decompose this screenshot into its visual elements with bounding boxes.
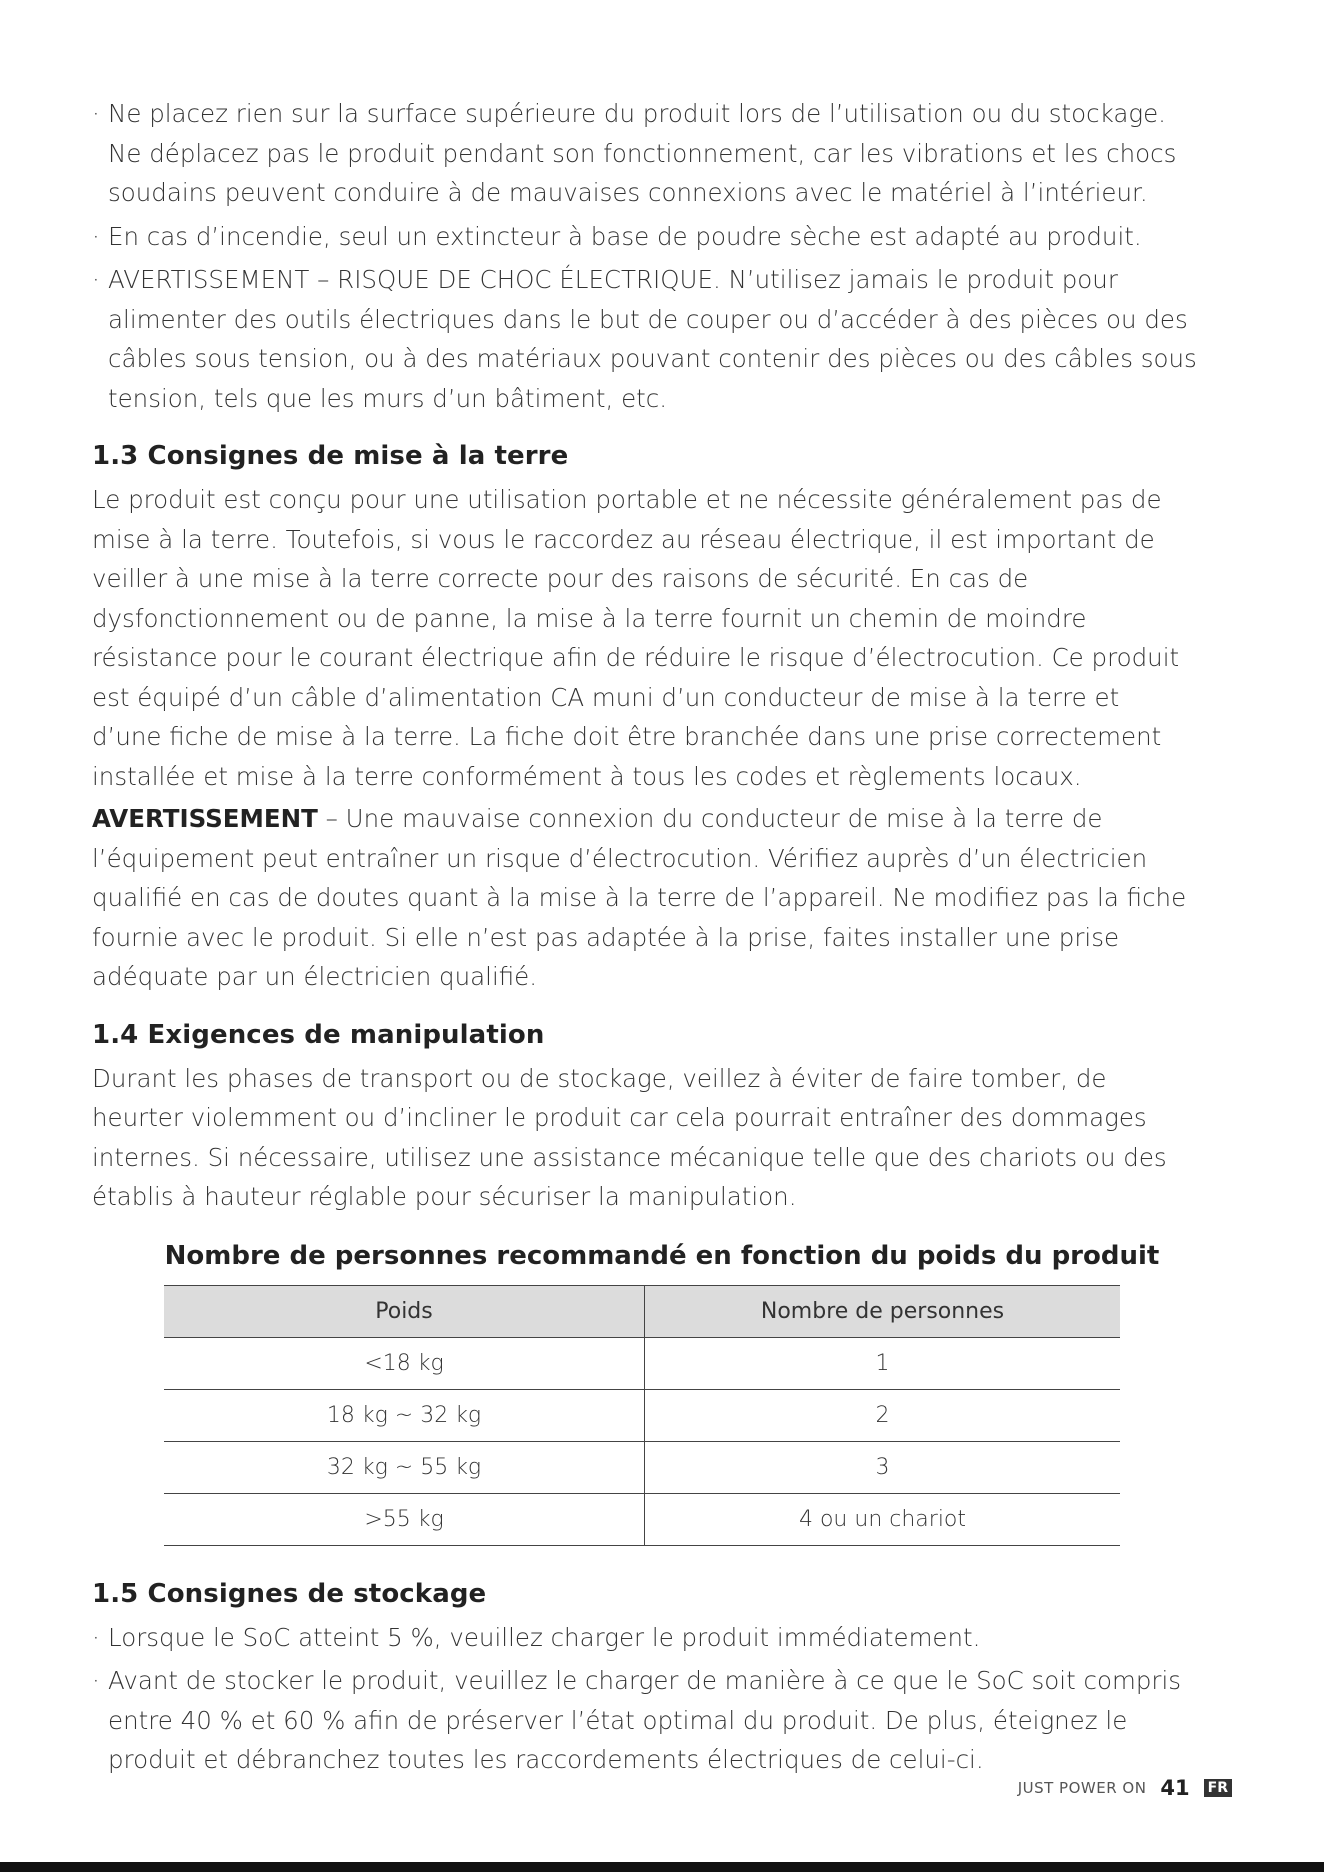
cell-persons: 1 bbox=[645, 1337, 1121, 1389]
paragraph-handling bbox=[92, 1059, 1232, 1217]
header-weight: Poids bbox=[164, 1285, 645, 1337]
cell-weight: <18 kg bbox=[164, 1337, 645, 1389]
safety-line: En cas d’incendie, seul un extincteur à base de poudre sèche est adapté au produit. bbox=[108, 221, 1142, 251]
warning-line: qualifié en cas de doutes quant à la mise à la terre de l’appareil. Ne modifiez pas la fiche bbox=[92, 883, 1187, 912]
bottom-border bbox=[0, 1862, 1324, 1872]
heading-1-3: 1.3 Consignes de mise à la terre bbox=[92, 441, 569, 471]
heading-1-4: 1.4 Exigences de manipulation bbox=[92, 1019, 545, 1050]
handling-line: Durant les phases de transport ou de stockage, veillez à éviter de faire tomber, de bbox=[92, 1063, 1107, 1093]
cell-persons: 4 ou un chariot bbox=[645, 1493, 1121, 1545]
handling-line: établis à hauteur réglable pour sécuriser la manipulation. bbox=[92, 1182, 797, 1211]
bullet-dot-icon: · bbox=[92, 221, 100, 251]
warning-line: l’équipement peut entraîner un risque d’électrocution. Vérifiez auprès d’un électricien bbox=[92, 843, 1148, 873]
cell-persons: 2 bbox=[645, 1389, 1121, 1441]
table-row bbox=[164, 1337, 1120, 1389]
grounding-line: installée et mise à la terre conformément à tous les codes et règlements locaux. bbox=[92, 761, 1082, 791]
table-title: Nombre de personnes recommandé en fonction du poids du produit bbox=[164, 1240, 1160, 1271]
safety-line: soudains peuvent conduire à de mauvaises connexions avec le matériel à l’intérieur. bbox=[108, 178, 1148, 207]
warning-line: adéquate par un électricien qualifié. bbox=[92, 962, 538, 991]
grounding-line: d’une fiche de mise à la terre. La fiche doit être branchée dans une prise correctement bbox=[92, 722, 1162, 751]
cell-weight: 18 kg ~ 32 kg bbox=[164, 1389, 645, 1441]
bullet-dot-icon: · bbox=[92, 1622, 100, 1652]
cell-weight: >55 kg bbox=[164, 1493, 645, 1545]
table-row bbox=[164, 1441, 1120, 1493]
handling-line: internes. Si nécessaire, utilisez une assistance mécanique telle que des chariots ou des bbox=[92, 1142, 1167, 1172]
safety-bullet bbox=[92, 217, 1232, 257]
bullet-dot-icon: · bbox=[92, 99, 100, 128]
paragraph-grounding bbox=[92, 480, 1232, 796]
table-row bbox=[164, 1493, 1120, 1545]
grounding-line: Le produit est conçu pour une utilisation portable et ne nécessite généralement pas de bbox=[92, 485, 1162, 514]
table-header-row bbox=[164, 1285, 1120, 1337]
weight-persons-table bbox=[164, 1285, 1120, 1546]
warning-label: AVERTISSEMENT bbox=[92, 804, 318, 833]
warning-line: – Une mauvaise connexion du conducteur de mise à la terre de bbox=[317, 804, 1103, 833]
grounding-line: veiller à une mise à la terre correcte pour des raisons de sécurité. En cas de bbox=[92, 564, 1029, 593]
storage-line: Lorsque le SoC atteint 5 %, veuillez charger le produit immédiatement. bbox=[108, 1622, 981, 1652]
handling-line: heurter violemment ou d’incliner le produit car cela pourrait entraîner des dommages bbox=[92, 1103, 1147, 1132]
storage-bullet bbox=[92, 1661, 1232, 1780]
grounding-line: résistance pour le courant électrique afin de réduire le risque d’électrocution. Ce produit bbox=[92, 643, 1180, 672]
safety-line: alimenter des outils électriques dans le but de couper ou d’accéder à des pièces ou des bbox=[108, 304, 1188, 334]
table-body bbox=[164, 1337, 1120, 1545]
document-page bbox=[92, 94, 1232, 1784]
bullet-list-top bbox=[92, 94, 1232, 418]
heading-1-5: 1.5 Consignes de stockage bbox=[92, 1578, 487, 1609]
grounding-line: dysfonctionnement ou de panne, la mise à la terre fournit un chemin de moindre bbox=[92, 603, 1087, 633]
paragraph-warning bbox=[92, 799, 1232, 997]
storage-line: Avant de stocker le produit, veuillez le charger de manière à ce que le SoC soit compris bbox=[108, 1666, 1182, 1695]
bullet-dot-icon: · bbox=[92, 1666, 100, 1695]
table-row bbox=[164, 1389, 1120, 1441]
storage-line: entre 40 % et 60 % afin de préserver l’état optimal du produit. De plus, éteignez le bbox=[108, 1705, 1128, 1735]
safety-line: tension, tels que les murs d’un bâtiment, etc. bbox=[108, 383, 668, 413]
bullet-dot-icon: · bbox=[92, 265, 100, 294]
grounding-line: mise à la terre. Toutefois, si vous le raccordez au réseau électrique, il est important de bbox=[92, 524, 1155, 554]
safety-bullet bbox=[92, 260, 1232, 418]
grounding-line: est équipé d’un câble d’alimentation CA muni d’un conducteur de mise à la terre et bbox=[92, 682, 1120, 712]
cell-weight: 32 kg ~ 55 kg bbox=[164, 1441, 645, 1493]
safety-line: Ne déplacez pas le produit pendant son fonctionnement, car les vibrations et les chocs bbox=[108, 138, 1177, 168]
language-badge: FR bbox=[1204, 1779, 1232, 1797]
header-persons: Nombre de personnes bbox=[645, 1285, 1121, 1337]
page-number: 41 bbox=[1160, 1776, 1190, 1800]
storage-line: produit et débranchez toutes les raccordements électriques de celui-ci. bbox=[108, 1745, 984, 1774]
storage-bullet bbox=[92, 1618, 1232, 1658]
footer-slogan: JUST POWER ON bbox=[1017, 1779, 1147, 1797]
warning-line: fournie avec le produit. Si elle n’est pas adaptée à la prise, faites installer une prise bbox=[92, 922, 1120, 952]
safety-line: AVERTISSEMENT – RISQUE DE CHOC ÉLECTRIQUE. N’utilisez jamais le produit pour bbox=[108, 265, 1118, 294]
bullet-list-storage bbox=[92, 1618, 1232, 1780]
cell-persons: 3 bbox=[645, 1441, 1121, 1493]
page-footer bbox=[1018, 1776, 1232, 1800]
safety-bullet bbox=[92, 94, 1232, 213]
safety-line: Ne placez rien sur la surface supérieure du produit lors de l’utilisation ou du stockage. bbox=[108, 99, 1166, 128]
safety-line: câbles sous tension, ou à des matériaux pouvant contenir des pièces ou des câbles sous bbox=[108, 344, 1197, 373]
